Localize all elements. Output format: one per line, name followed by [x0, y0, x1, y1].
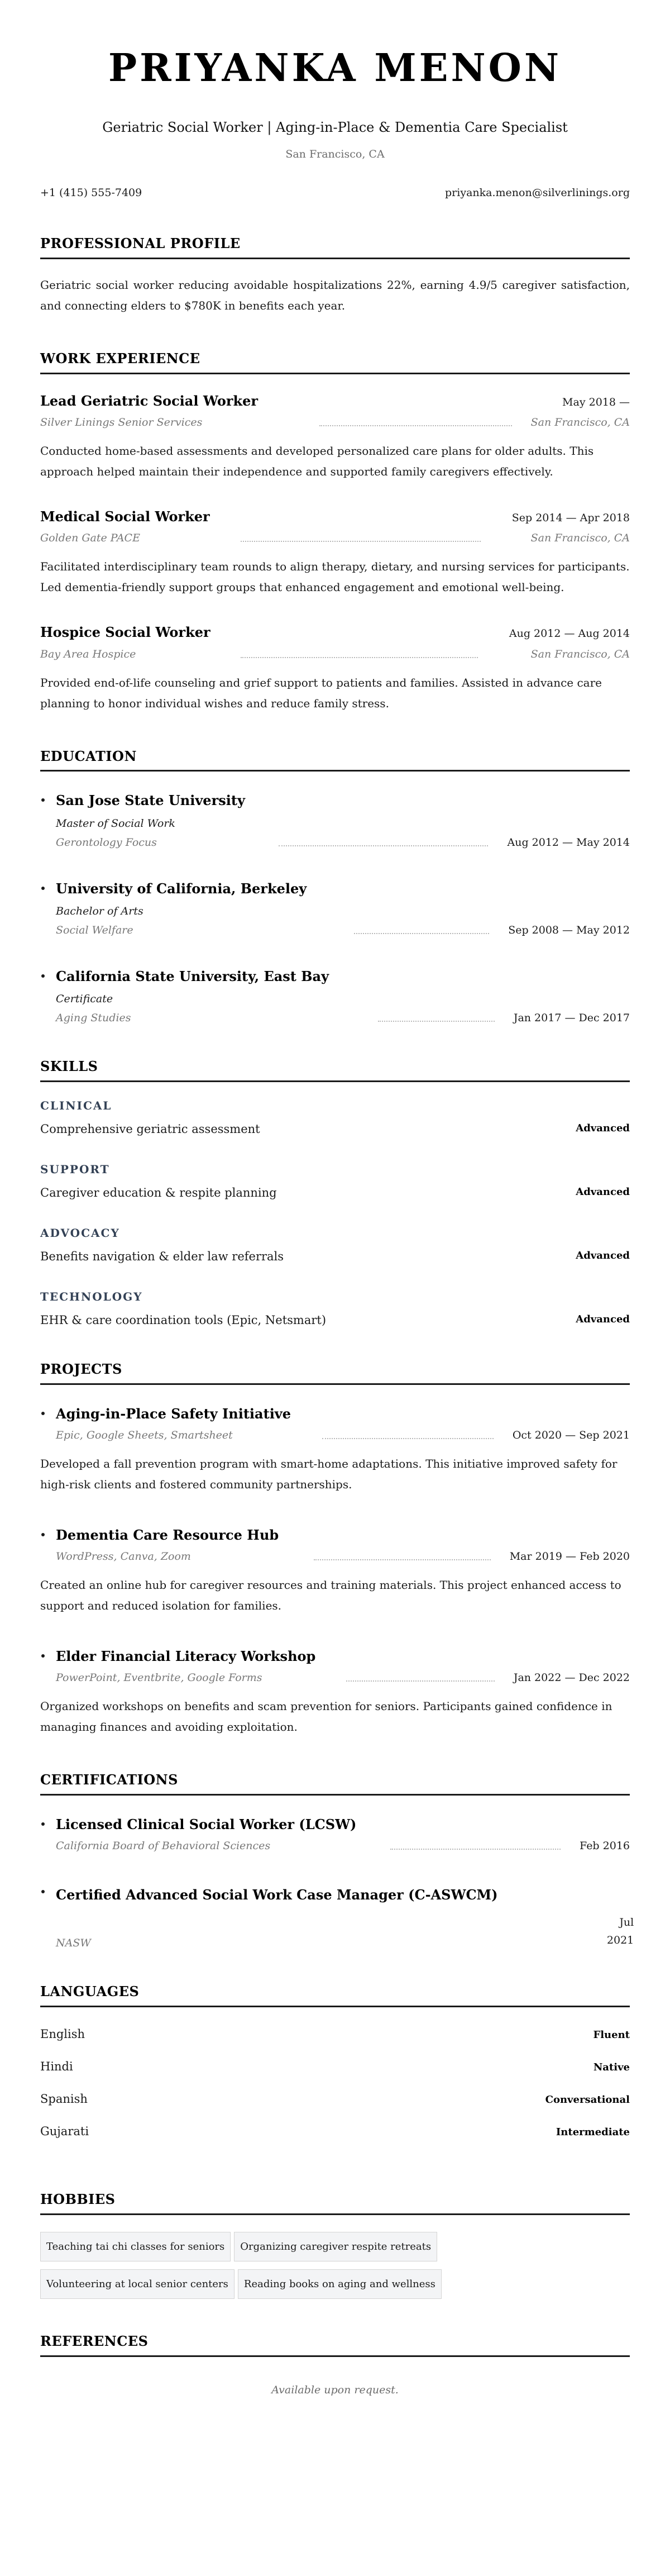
certification-date: Jul 2021: [606, 1916, 634, 1947]
project-description: Developed a fall prevention program with smart-home adaptations. This initiative improved safety for high-risk clients and fostered community partnerships.: [40, 1456, 618, 1491]
resume-header: [40, 46, 630, 199]
certification-date: Feb 2016: [580, 1840, 630, 1853]
language-level: Conversational: [545, 2093, 630, 2106]
skill-group: [40, 1290, 630, 1327]
project-description: Organized workshops on benefits and scam prevention for seniors. Participants gained confidence in managing finances and avoiding exploitation.: [40, 1699, 612, 1734]
degree: Master of Social Work: [56, 817, 175, 830]
project-name: Aging-in-Place Safety Initiative: [56, 1405, 291, 1422]
project-entry: [40, 1526, 630, 1616]
project-tools: WordPress, Canva, Zoom: [56, 1550, 191, 1563]
candidate-name: PRIYANKA MENON: [108, 46, 562, 91]
experience-entry: [40, 392, 630, 482]
language-level: Intermediate: [556, 2126, 630, 2138]
experience-entry: [40, 508, 630, 598]
dotted-leader: [378, 1021, 495, 1022]
skill-group: [40, 1226, 630, 1263]
bullet-icon: [41, 1412, 45, 1415]
section-title: CERTIFICATIONS: [40, 1772, 630, 1796]
school-name: California State University, East Bay: [56, 968, 329, 984]
job-location: San Francisco, CA: [530, 647, 630, 660]
skill-category: TECHNOLOGY: [40, 1289, 143, 1303]
language-level: Fluent: [593, 2029, 630, 2041]
job-dates: Sep 2014 — Apr 2018: [511, 512, 630, 525]
project-name: Elder Financial Literacy Workshop: [56, 1648, 316, 1664]
skill-level: Advanced: [576, 1249, 630, 1261]
dotted-leader: [314, 1559, 491, 1560]
bullet-icon: [41, 1533, 45, 1536]
job-description: Conducted home-based assessments and developed personalized care plans for older adults. This approach helped maintain their independence and supported family caregivers effectively.: [40, 444, 594, 479]
bullet-icon: [41, 1822, 45, 1826]
job-dates: Aug 2012 — Aug 2014: [509, 627, 630, 640]
education-entry: [40, 968, 630, 1024]
skill-name: Caregiver education & respite planning: [40, 1185, 277, 1199]
dotted-leader: [346, 1680, 495, 1682]
section-title: PROFESSIONAL PROFILE: [40, 236, 630, 259]
project-tools: PowerPoint, Eventbrite, Google Forms: [56, 1672, 262, 1684]
job-title: Medical Social Worker: [40, 508, 210, 525]
profile-text: Geriatric social worker reducing avoidable hospitalizations 22%, earning 4.9/5 caregiver satisfaction, and connecting elders to $780K in benefits each year.: [40, 278, 630, 313]
education-dates: Sep 2008 — May 2012: [508, 923, 630, 936]
language-name: English: [40, 2027, 85, 2041]
project-dates: Jan 2022 — Dec 2022: [513, 1672, 630, 1684]
dotted-leader: [354, 933, 490, 934]
language-row: [40, 2027, 630, 2060]
job-description: Facilitated interdisciplinary team rounds to align therapy, dietary, and nursing services for participants. Led dementia-friendly support groups that enhanced engagement and emotional well-being.: [40, 560, 630, 594]
school-name: University of California, Berkeley: [56, 880, 307, 897]
section-title: LANGUAGES: [40, 1984, 630, 2007]
certification-issuer: California Board of Behavioral Sciences: [56, 1840, 271, 1853]
section-title: SKILLS: [40, 1059, 630, 1082]
profile-section: [40, 236, 630, 316]
skill-group: [40, 1099, 630, 1136]
education-section: [40, 749, 630, 1024]
project-entry: [40, 1648, 630, 1737]
languages-section: [40, 1984, 630, 2157]
job-location: San Francisco, CA: [530, 416, 630, 429]
education-entry: [40, 792, 630, 848]
bullet-icon: [41, 1890, 45, 1893]
skill-group: [40, 1163, 630, 1199]
skill-level: Advanced: [576, 1313, 630, 1325]
headline: Geriatric Social Worker | Aging-in-Place & Dementia Care Specialist: [102, 120, 568, 135]
section-title: PROJECTS: [40, 1361, 630, 1385]
email-link[interactable]: priyanka.menon@silverlinings.org: [445, 186, 630, 199]
dotted-leader: [241, 541, 481, 542]
references-text: Available upon request.: [271, 2384, 399, 2397]
skill-category: ADVOCACY: [40, 1226, 120, 1240]
location: San Francisco, CA: [285, 147, 385, 160]
bullet-icon: [41, 974, 45, 978]
language-list: [40, 2027, 630, 2157]
certification-issuer: NASW: [56, 1937, 91, 1950]
projects-section: [40, 1361, 630, 1737]
project-name: Dementia Care Resource Hub: [56, 1526, 279, 1543]
hobbies-section: [40, 2192, 630, 2299]
job-location: San Francisco, CA: [530, 532, 630, 545]
experience-entry: [40, 623, 630, 713]
language-level: Native: [593, 2061, 630, 2073]
hobby-tag: Volunteering at local senior centers: [40, 2269, 234, 2299]
skill-category: CLINICAL: [40, 1098, 112, 1112]
project-description: Created an online hub for caregiver resources and training materials. This project enhanced access to support and reduced isolation for families.: [40, 1578, 621, 1612]
section-title: WORK EXPERIENCE: [40, 351, 630, 374]
field-of-study: Social Welfare: [56, 923, 133, 936]
hobby-tags: [40, 2232, 453, 2299]
certification-name: Licensed Clinical Social Worker (LCSW): [56, 1816, 357, 1832]
skill-level: Advanced: [576, 1185, 630, 1198]
skill-name: Benefits navigation & elder law referrals: [40, 1249, 284, 1263]
bullet-icon: [41, 1654, 45, 1658]
certification-name: Certified Advanced Social Work Case Manager (C-ASWCM): [56, 1887, 498, 1903]
language-name: Hindi: [40, 2059, 73, 2073]
project-dates: Oct 2020 — Sep 2021: [512, 1429, 630, 1441]
hobby-tag: Reading books on aging and wellness: [238, 2269, 442, 2299]
certification-entry: [40, 1816, 630, 1852]
project-entry: [40, 1405, 630, 1495]
skills-section: [40, 1059, 630, 1327]
project-dates: Mar 2019 — Feb 2020: [509, 1550, 630, 1563]
field-of-study: Gerontology Focus: [56, 836, 157, 849]
school-name: San Jose State University: [56, 792, 245, 809]
language-row: [40, 2060, 630, 2092]
bullet-icon: [41, 798, 45, 802]
job-title: Lead Geriatric Social Worker: [40, 392, 259, 409]
field-of-study: Aging Studies: [56, 1011, 131, 1024]
certification-entry: [40, 1883, 634, 1950]
education-entry: [40, 880, 630, 936]
skill-category: SUPPORT: [40, 1162, 110, 1176]
language-row: [40, 2125, 630, 2157]
company: Bay Area Hospice: [40, 647, 136, 660]
dotted-leader: [279, 845, 489, 846]
job-description: Provided end-of-life counseling and grief support to patients and families. Assisted in advance care planning to honor individual wishes and reduce family stress.: [40, 675, 602, 710]
section-title: REFERENCES: [40, 2334, 630, 2357]
hobby-tag: Teaching tai chi classes for seniors: [40, 2232, 231, 2261]
degree: Bachelor of Arts: [56, 904, 143, 917]
company: Silver Linings Senior Services: [40, 416, 203, 429]
job-dates: May 2018 —: [562, 396, 630, 408]
company: Golden Gate PACE: [40, 532, 140, 545]
job-title: Hospice Social Worker: [40, 624, 210, 641]
certifications-section: [40, 1772, 634, 1950]
degree: Certificate: [56, 992, 113, 1005]
phone: +1 (415) 555-7409: [40, 186, 142, 199]
experience-section: [40, 351, 630, 713]
language-name: Spanish: [40, 2092, 88, 2106]
skill-level: Advanced: [576, 1122, 630, 1134]
language-name: Gujarati: [40, 2124, 89, 2138]
bullet-icon: [41, 887, 45, 890]
dotted-leader: [390, 1849, 561, 1850]
references-section: [40, 2334, 630, 2396]
hobby-tag: Organizing caregiver respite retreats: [234, 2232, 437, 2261]
education-dates: Aug 2012 — May 2014: [507, 836, 630, 849]
dotted-leader: [322, 1438, 494, 1439]
contact-row: [40, 187, 630, 199]
project-tools: Epic, Google Sheets, Smartsheet: [56, 1429, 233, 1441]
section-title: HOBBIES: [40, 2192, 630, 2215]
dotted-leader: [319, 425, 511, 426]
skill-name: Comprehensive geriatric assessment: [40, 1122, 260, 1136]
skill-name: EHR & care coordination tools (Epic, Netsmart): [40, 1313, 327, 1327]
education-dates: Jan 2017 — Dec 2017: [513, 1011, 630, 1024]
section-title: EDUCATION: [40, 749, 630, 772]
language-row: [40, 2092, 630, 2125]
dotted-leader: [241, 657, 477, 658]
